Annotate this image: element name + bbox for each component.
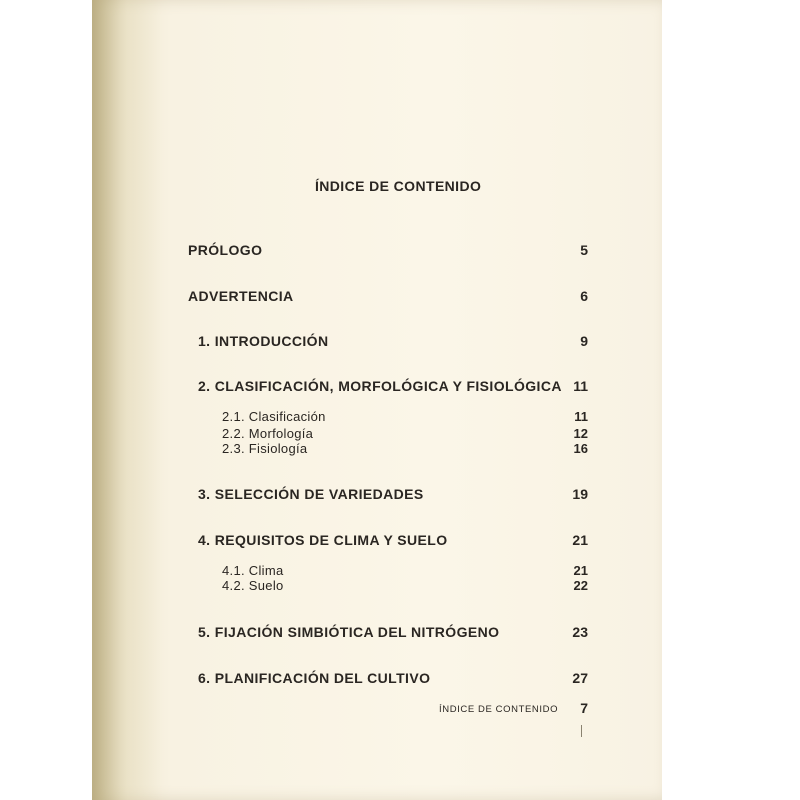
page-number: 7 — [580, 700, 588, 716]
toc-entry-introduccion: 1. INTRODUCCIÓN — [198, 333, 329, 349]
toc-entry-planificacion: 6. PLANIFICACIÓN DEL CULTIVO — [198, 670, 431, 686]
toc-page-advertencia: 6 — [580, 288, 588, 304]
toc-sub-suelo: 4.2. Suelo — [222, 578, 284, 593]
toc-sub-clima: 4.1. Clima — [222, 563, 284, 578]
toc-sub-fisiologia: 2.3. Fisiología — [222, 441, 308, 456]
toc-entry-fijacion: 5. FIJACIÓN SIMBIÓTICA DEL NITRÓGENO — [198, 624, 500, 640]
toc-page-seleccion: 19 — [572, 486, 588, 502]
toc-entry-advertencia: ADVERTENCIA — [188, 288, 294, 304]
toc-sub-clasificacion: 2.1. Clasificación — [222, 409, 326, 424]
toc-page-planificacion: 27 — [572, 670, 588, 686]
toc-subpage-clasificacion: 11 — [574, 409, 588, 424]
toc-subpage-fisiologia: 16 — [573, 441, 588, 456]
toc-page-clasificacion: 11 — [573, 378, 588, 394]
toc-page-introduccion: 9 — [580, 333, 588, 349]
toc-subpage-clima: 21 — [573, 563, 588, 578]
toc-page-prologo: 5 — [580, 242, 588, 258]
toc-entry-clasificacion: 2. CLASIFICACIÓN, MORFOLÓGICA Y FISIOLÓGICA — [198, 378, 562, 394]
running-head: ÍNDICE DE CONTENIDO — [439, 704, 559, 715]
toc-page-fijacion: 23 — [572, 624, 588, 640]
toc-title: ÍNDICE DE CONTENIDO — [315, 178, 482, 194]
toc-entry-seleccion: 3. SELECCIÓN DE VARIEDADES — [198, 486, 424, 502]
toc-page-requisitos: 21 — [572, 532, 588, 548]
print-mark — [581, 725, 582, 737]
toc-sub-morfologia: 2.2. Morfología — [222, 426, 314, 441]
toc-subpage-suelo: 22 — [573, 578, 588, 593]
toc-entry-requisitos: 4. REQUISITOS DE CLIMA Y SUELO — [198, 532, 448, 548]
toc-entry-prologo: PRÓLOGO — [188, 242, 263, 258]
page-spine-shadow — [92, 0, 162, 800]
toc-subpage-morfologia: 12 — [573, 426, 588, 441]
